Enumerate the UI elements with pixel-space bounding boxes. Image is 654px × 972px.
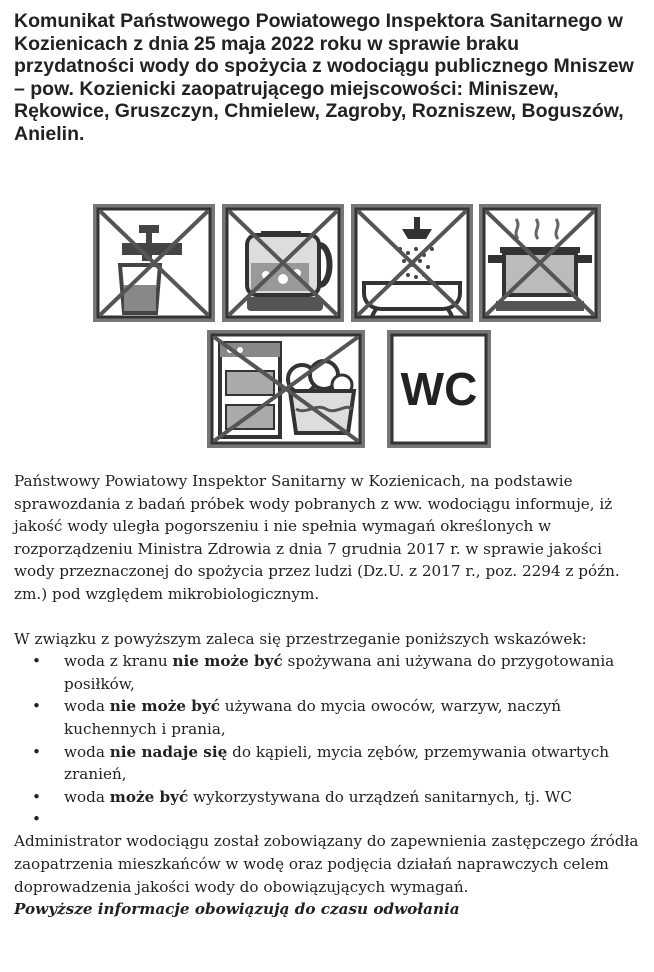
recommendations-list: [14, 650, 644, 830]
list-item: • woda nie nadaje się do kąpieli, mycia zębów, przemywania otwartych zranień,: [14, 741, 644, 786]
recommendations-intro: W związku z powyższym zaleca się przestrzeganie poniższych wskazówek:: [14, 629, 587, 648]
no-dishwashing-icon: [206, 329, 366, 449]
notice-body: [14, 470, 644, 921]
list-item-empty: [14, 808, 644, 830]
paragraph-inspection: Państwowy Powiatowy Inspektor Sanitarny w Kozienicach, na podstawie sprawozdania z badań próbek wody pobranych z ww. wodociągu informuje, iż jakość wody uległa pogorszeniu i nie spełnia wymagań określonych w rozporządzeniu Ministra Zdrowia z dnia 7 grudnia 2017 r. w sprawie jakości wody przeznaczonej do spożycia przez ludzi (Dz.U. z 2017 r., poz. 2294 z późn. zm.) pod względem mikrobiologicznym.: [14, 472, 620, 603]
notice-title: Komunikat Państwowego Powiatowego Inspektora Sanitarnego w Kozienicach z dnia 25 maja 2022 roku w sprawie braku przydatności wody do spożycia z wodociągu publicznego Mniszew – pow. Kozienicki zaopatrującego miejscowości: Miniszew, Rękowice, Gruszczyn, Chmielew, Zagroby, Rozniszew, Boguszów, Anielin.: [14, 10, 634, 145]
validity-note: Powyższe informacje obowiązują do czasu odwołania: [14, 900, 460, 919]
no-kettle-icon: [221, 203, 345, 323]
no-drinking-tap-icon: [92, 203, 216, 323]
no-cooking-icon: [478, 203, 602, 323]
list-item: • woda nie może być używana do mycia owoców, warzyw, naczyń kuchennych i prania,: [14, 695, 644, 740]
wc-icon: [386, 329, 492, 449]
no-bathing-icon: [350, 203, 474, 323]
paragraph-administrator: Administrator wodociągu został zobowiązany do zapewnienia zastępczego źródła zaopatrzenia mieszkańców w wodę oraz podjęcia działań naprawczych celem doprowadzenia jakości wody do obowiązujących wymagań.: [14, 832, 639, 896]
list-item: • woda może być wykorzystywana do urządzeń sanitarnych, tj. WC: [14, 786, 644, 809]
list-item: • woda z kranu nie może być spożywana ani używana do przygotowania posiłków,: [14, 650, 644, 695]
wc-label: WC: [400, 363, 478, 415]
